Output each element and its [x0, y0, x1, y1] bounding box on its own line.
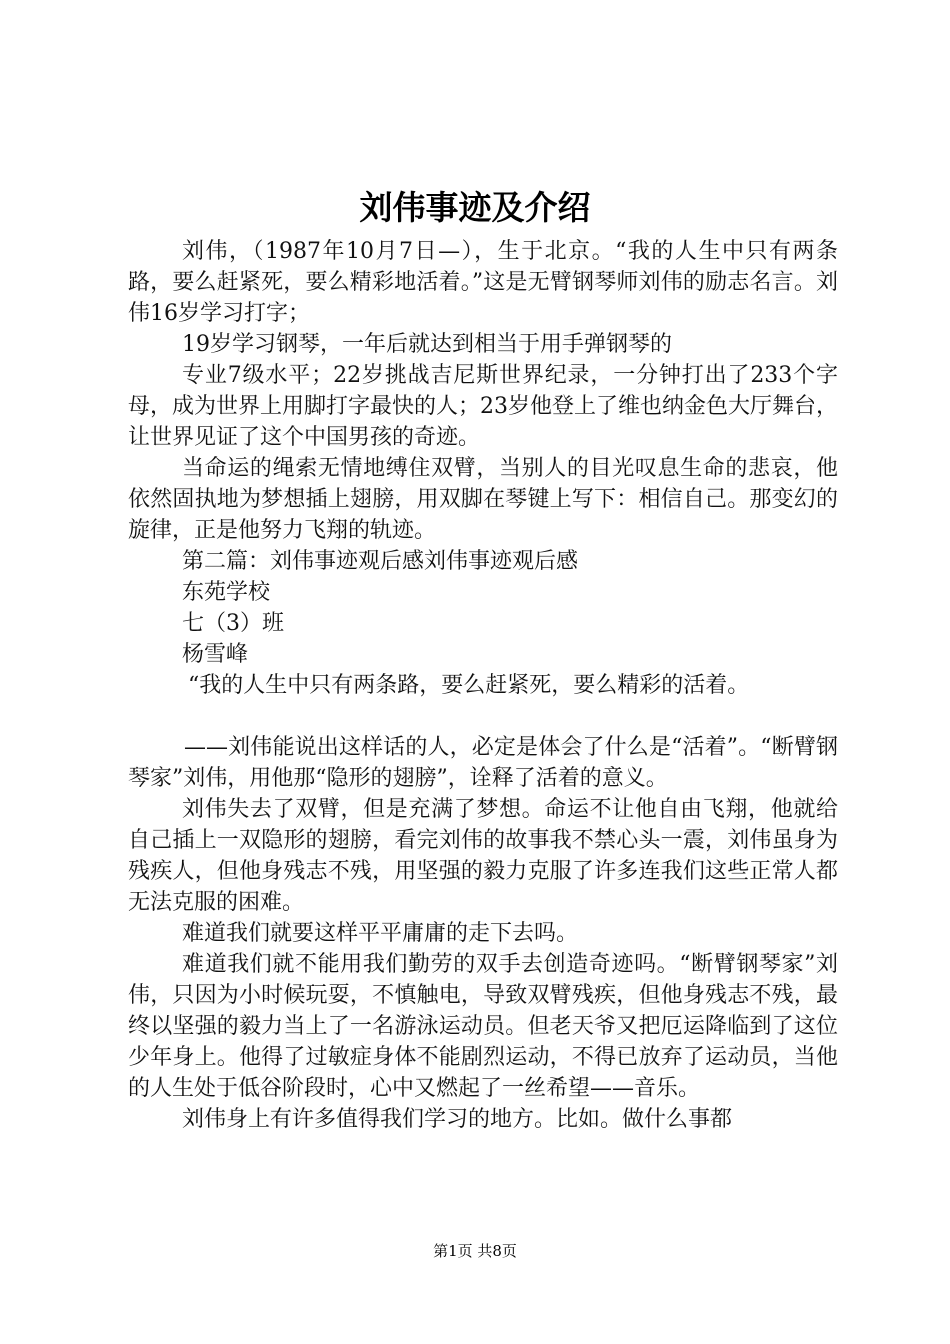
school-name: 东苑学校	[182, 580, 271, 605]
quote-paragraph: “我的人生中只有两条路，要么赶紧死，要么精彩的活着。	[188, 673, 750, 698]
blank-line	[128, 701, 838, 732]
paragraph: 当命运的绳索无情地缚住双臂，当别人的目光叹息生命的悲哀，他依然固执地为梦想插上翅膀，用双脚在琴键上写下：相信自己。那变幻的旋律，正是他努力飞翔的轨迹。	[128, 456, 838, 543]
document-body	[128, 236, 838, 1135]
class-name: 七（3）班	[182, 611, 284, 636]
paragraph: 刘伟失去了双臂，但是充满了梦想。命运不让他自由飞翔，他就给自己插上一双隐形的翅膀，看完刘伟的故事我不禁心头一震，刘伟虽身为残疾人，但他身残志不残，用坚强的毅力克服了许多连我们这些正常人都无法克服的困难。	[128, 797, 838, 915]
section-heading: 第二篇：刘伟事迹观后感刘伟事迹观后感	[182, 549, 579, 574]
author-name: 杨雪峰	[182, 642, 249, 667]
paragraph: 难道我们就不能用我们勤劳的双手去创造奇迹吗。“断臂钢琴家”刘伟，只因为小时候玩耍，不慎触电，导致双臂残疾，但他身残志不残，最终以坚强的毅力当上了一名游泳运动员。但老天爷又把厄运降临到了这位少年身上。他得了过敏症身体不能剧烈运动，不得已放弃了运动员，当他的人生处于低谷阶段时，心中又燃起了一丝希望——音乐。	[128, 952, 838, 1101]
paragraph: 19岁学习钢琴，一年后就达到相当于用手弹钢琴的	[182, 332, 672, 357]
page-footer: 第1页 共8页	[433, 1242, 517, 1260]
paragraph: 专业7级水平；22岁挑战吉尼斯世界纪录，一分钟打出了233个字母，成为世界上用脚打字最快的人；23岁他登上了维也纳金色大厅舞台，让世界见证了这个中国男孩的奇迹。	[128, 363, 838, 450]
paragraph: 难道我们就要这样平平庸庸的走下去吗。	[182, 921, 579, 946]
document-title: 刘伟事迹及介绍	[359, 188, 591, 227]
paragraph: ——刘伟能说出这样话的人，必定是体会了什么是“活着”。“断臂钢琴家”刘伟，用他那“隐形的翅膀”，诠释了活着的意义。	[128, 735, 838, 791]
paragraph: 刘伟，（1987年10月7日—），生于北京。“我的人生中只有两条路，要么赶紧死，要么精彩地活着。”这是无臂钢琴师刘伟的励志名言。刘伟16岁学习打字；	[128, 239, 838, 326]
paragraph: 刘伟身上有许多值得我们学习的地方。比如。做什么事都	[182, 1107, 733, 1132]
